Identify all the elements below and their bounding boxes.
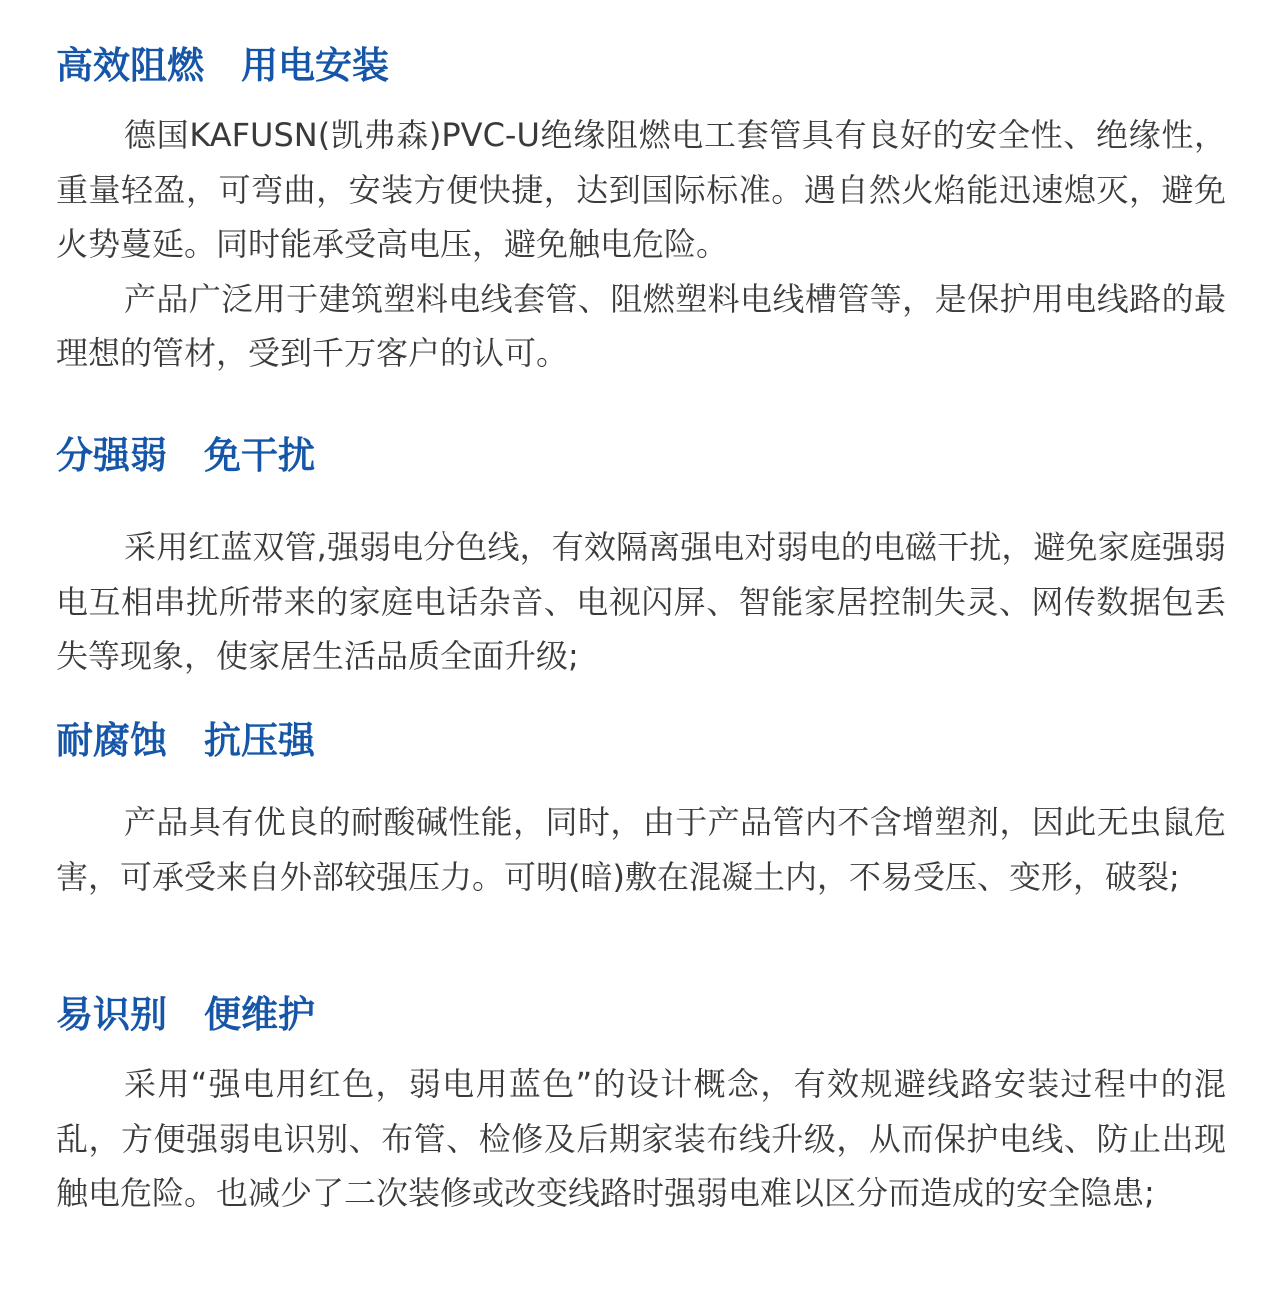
section-heading: 高效阻燃 用电安装	[56, 44, 389, 87]
section-heading: 耐腐蚀 抗压强	[56, 719, 315, 762]
section-flame-retardant	[56, 44, 1226, 381]
paragraph: 采用“强电用红色，弱电用蓝色”的设计概念，有效规避线路安装过程中的混乱，方便强弱电识别、布管、检修及后期家装布线升级，从而保护电线、防止出现触电危险。也减少了二次装修或改变线路时强弱电难以区分而造成的安全隐患;	[56, 1065, 1226, 1212]
section-body	[56, 795, 1226, 904]
section-heading: 易识别 便维护	[56, 993, 315, 1036]
paragraph: 德国KAFUSN(凯弗森)PVC-U绝缘阻燃电工套管具有良好的安全性、绝缘性，重量轻盈，可弯曲，安装方便快捷，达到国际标准。遇自然火焰能迅速熄灭，避免火势蔓延。同时能承受高电压，避免触电危险。	[56, 116, 1226, 263]
paragraph: 产品具有优良的耐酸碱性能，同时，由于产品管内不含增塑剂，因此无虫鼠危害，可承受来自外部较强压力。可明(暗)敷在混凝土内，不易受压、变形，破裂;	[56, 803, 1226, 896]
section-corrosion-resistant	[56, 719, 1226, 904]
section-interference-free	[56, 434, 1226, 684]
section-body	[56, 520, 1226, 684]
section-heading: 分强弱 免干扰	[56, 434, 315, 477]
section-body	[56, 1057, 1226, 1221]
section-body	[56, 108, 1226, 381]
paragraph: 采用红蓝双管,强弱电分色线，有效隔离强电对弱电的电磁干扰，避免家庭强弱电互相串扰所带来的家庭电话杂音、电视闪屏、智能家居控制失灵、网传数据包丢失等现象，使家居生活品质全面升级;	[56, 528, 1226, 675]
paragraph: 产品广泛用于建筑塑料电线套管、阻燃塑料电线槽管等，是保护用电线路的最理想的管材，受到千万客户的认可。	[56, 279, 1226, 372]
section-easy-identify	[56, 993, 1226, 1221]
